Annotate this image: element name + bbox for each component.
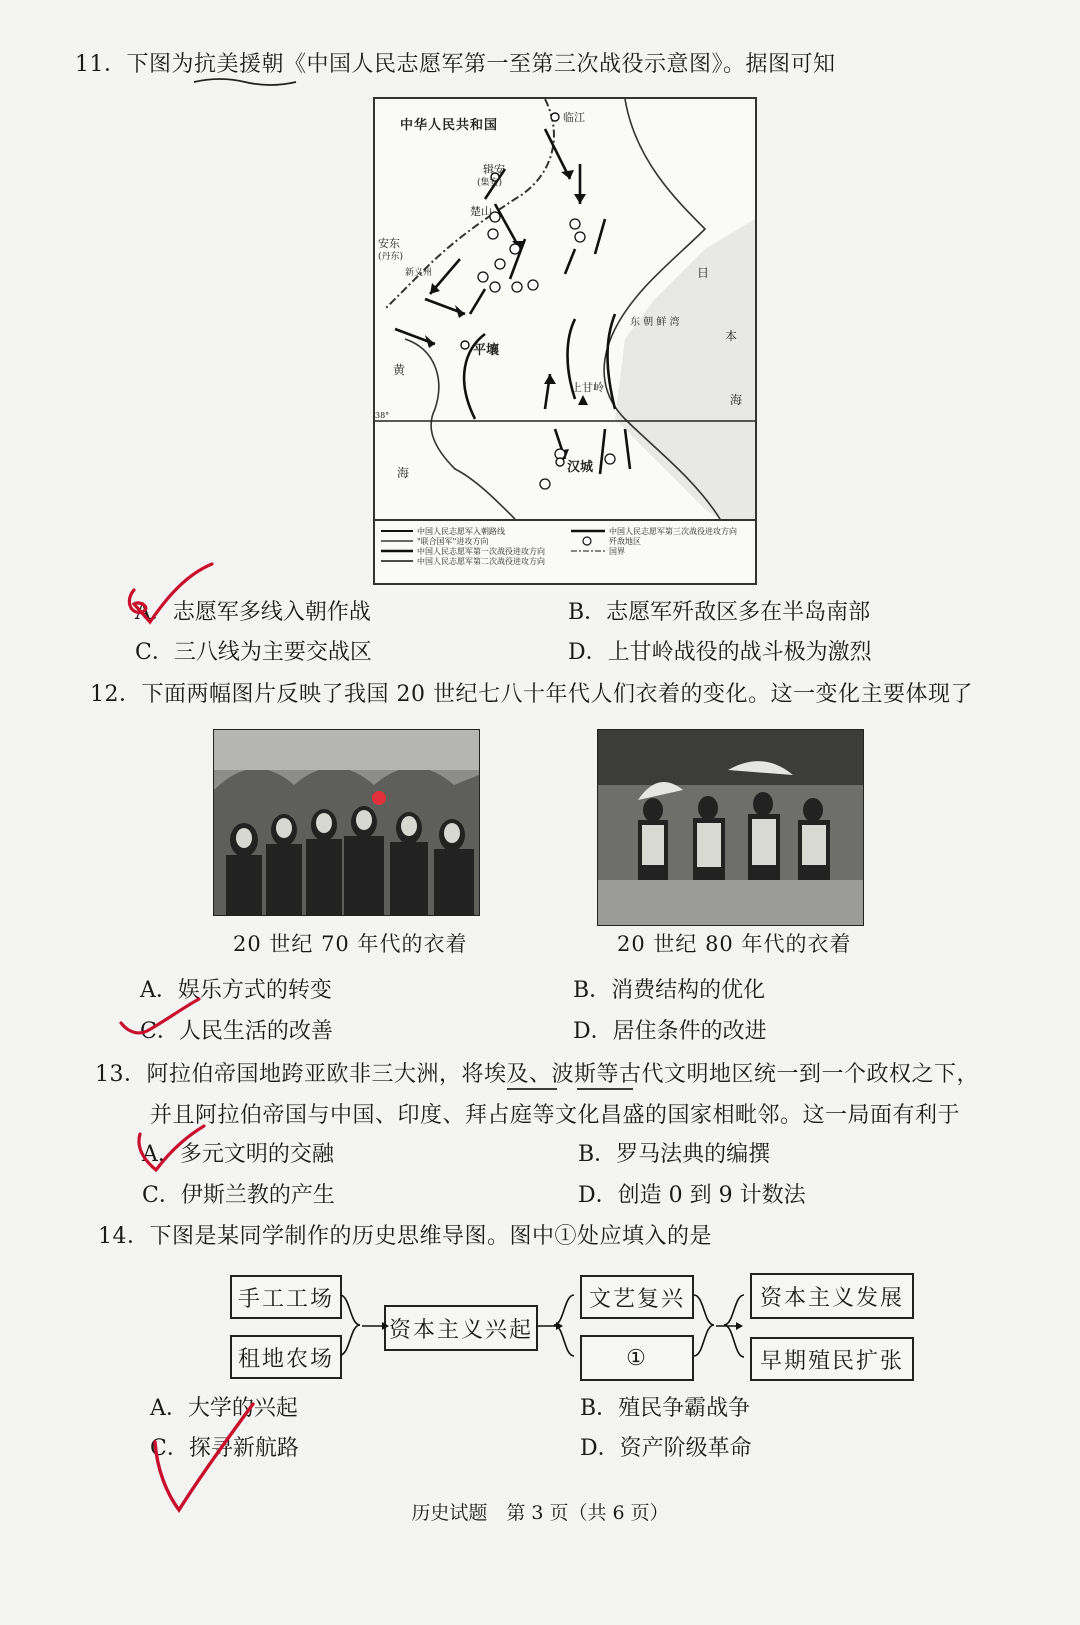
map-place-seoul: 汉城 xyxy=(567,460,594,475)
map-place-andong: 安东 xyxy=(378,237,400,250)
photo-1980s-drawing xyxy=(598,730,863,925)
mindmap-box-handicraft-workshop: 手工工场 xyxy=(230,1275,342,1319)
q13-option-a: A．多元文明的交融 xyxy=(142,1142,334,1167)
map-drawing xyxy=(375,99,755,583)
caption-1970s: 20 世纪 70 年代的衣着 xyxy=(233,932,468,956)
photo-1970s xyxy=(213,729,480,916)
legend-item-border: 国界 xyxy=(609,547,625,556)
mindmap-box-early-colonial-expansion: 早期殖民扩张 xyxy=(750,1337,914,1381)
q11-option-a: A．志愿军多线入朝作战 xyxy=(135,600,371,625)
map-legend xyxy=(375,519,755,583)
legend-item-un-forces: "联合国军"进攻方向 xyxy=(417,537,489,546)
q13-option-b: B．罗马法典的编撰 xyxy=(578,1142,771,1167)
question-14-stem: 14．下图是某同学制作的历史思维导图。图中①处应填入的是 xyxy=(98,1224,712,1249)
q14-option-a: A．大学的兴起 xyxy=(150,1396,298,1421)
map-sea-label-ri: 日 xyxy=(697,266,710,280)
photo-1970s-drawing xyxy=(214,730,479,915)
mindmap-box-blank-1: ① xyxy=(580,1335,694,1381)
map-place-pyongyang: 平壤 xyxy=(473,343,500,358)
map-sea-label-bay: 东 朝 鲜 湾 xyxy=(630,317,680,328)
q14-option-d: D．资产阶级革命 xyxy=(580,1436,752,1461)
map-sea-label-hai1: 海 xyxy=(397,466,410,480)
q11-option-b: B．志愿军歼敌区多在半岛南部 xyxy=(568,600,871,625)
map-sea-label-ben: 本 xyxy=(725,329,738,343)
map-sea-label-huang: 黄 xyxy=(393,363,406,377)
map-place-linjiang: 临江 xyxy=(563,111,585,124)
q13-option-c: C．伊斯兰教的产生 xyxy=(142,1183,335,1208)
legend-item-route: 中国人民志愿军入朝路线 xyxy=(417,527,505,536)
q12-option-a: A．娱乐方式的转变 xyxy=(140,978,332,1003)
legend-item-campaign-1: 中国人民志愿军第一次战役进攻方向 xyxy=(417,547,545,556)
mindmap-box-leased-farm: 租地农场 xyxy=(230,1335,342,1379)
q13-option-d: D．创造 0 到 9 计数法 xyxy=(578,1183,806,1208)
mindmap-box-renaissance: 文艺复兴 xyxy=(580,1275,694,1319)
q11-option-d: D．上甘岭战役的战斗极为激烈 xyxy=(568,640,872,665)
map-sea-label-hai2: 海 xyxy=(730,393,743,407)
q12-option-b: B．消费结构的优化 xyxy=(573,978,766,1003)
q11-option-c: C．三八线为主要交战区 xyxy=(135,640,372,665)
question-11-stem: 11．下图为抗美援朝《中国人民志愿军第一至第三次战役示意图》。据图可知 xyxy=(75,52,836,77)
map-place-shangganling: 上甘岭 xyxy=(571,381,604,394)
legend-item-campaign-2: 中国人民志愿军第二次战役进攻方向 xyxy=(417,557,545,566)
question-13-stem-line-2: 并且阿拉伯帝国与中国、印度、拜占庭等文化昌盛的国家相毗邻。这一局面有利于 xyxy=(150,1103,961,1128)
map-place-jian-alt: (集安) xyxy=(477,178,503,188)
page-footer: 历史试题 第 3 页（共 6 页） xyxy=(411,1502,669,1524)
map-place-chushan: 楚山 xyxy=(470,205,492,218)
q12-option-d: D．居住条件的改进 xyxy=(573,1019,767,1044)
map-place-dandong: (丹东) xyxy=(378,252,404,262)
legend-item-campaign-3: 中国人民志愿军第三次战役进攻方向 xyxy=(609,527,737,536)
caption-1980s: 20 世纪 80 年代的衣着 xyxy=(617,932,852,956)
q12-option-c: C．人民生活的改善 xyxy=(140,1019,333,1044)
war-map xyxy=(373,97,757,585)
photo-1980s xyxy=(597,729,864,926)
map-parallel-label: 38° xyxy=(375,411,390,420)
mindmap-box-capitalism-rise: 资本主义兴起 xyxy=(384,1305,538,1351)
map-place-jian: 辑安 xyxy=(483,163,505,176)
legend-item-destruction: 歼敌地区 xyxy=(609,537,641,546)
question-13-stem-line-1: 13．阿拉伯帝国地跨亚欧非三大洲，将埃及、波斯等古代文明地区统一到一个政权之下， xyxy=(95,1062,979,1087)
question-12-stem: 12．下面两幅图片反映了我国 20 世纪七八十年代人们衣着的变化。这一变化主要体现了 xyxy=(90,682,973,707)
map-place-xinyizhou: 新义州 xyxy=(405,268,433,278)
q14-option-b: B．殖民争霸战争 xyxy=(580,1396,751,1421)
q14-option-c: C．探寻新航路 xyxy=(150,1436,299,1461)
map-country-label: 中华人民共和国 xyxy=(400,118,499,133)
mindmap-box-capitalism-development: 资本主义发展 xyxy=(750,1273,914,1319)
